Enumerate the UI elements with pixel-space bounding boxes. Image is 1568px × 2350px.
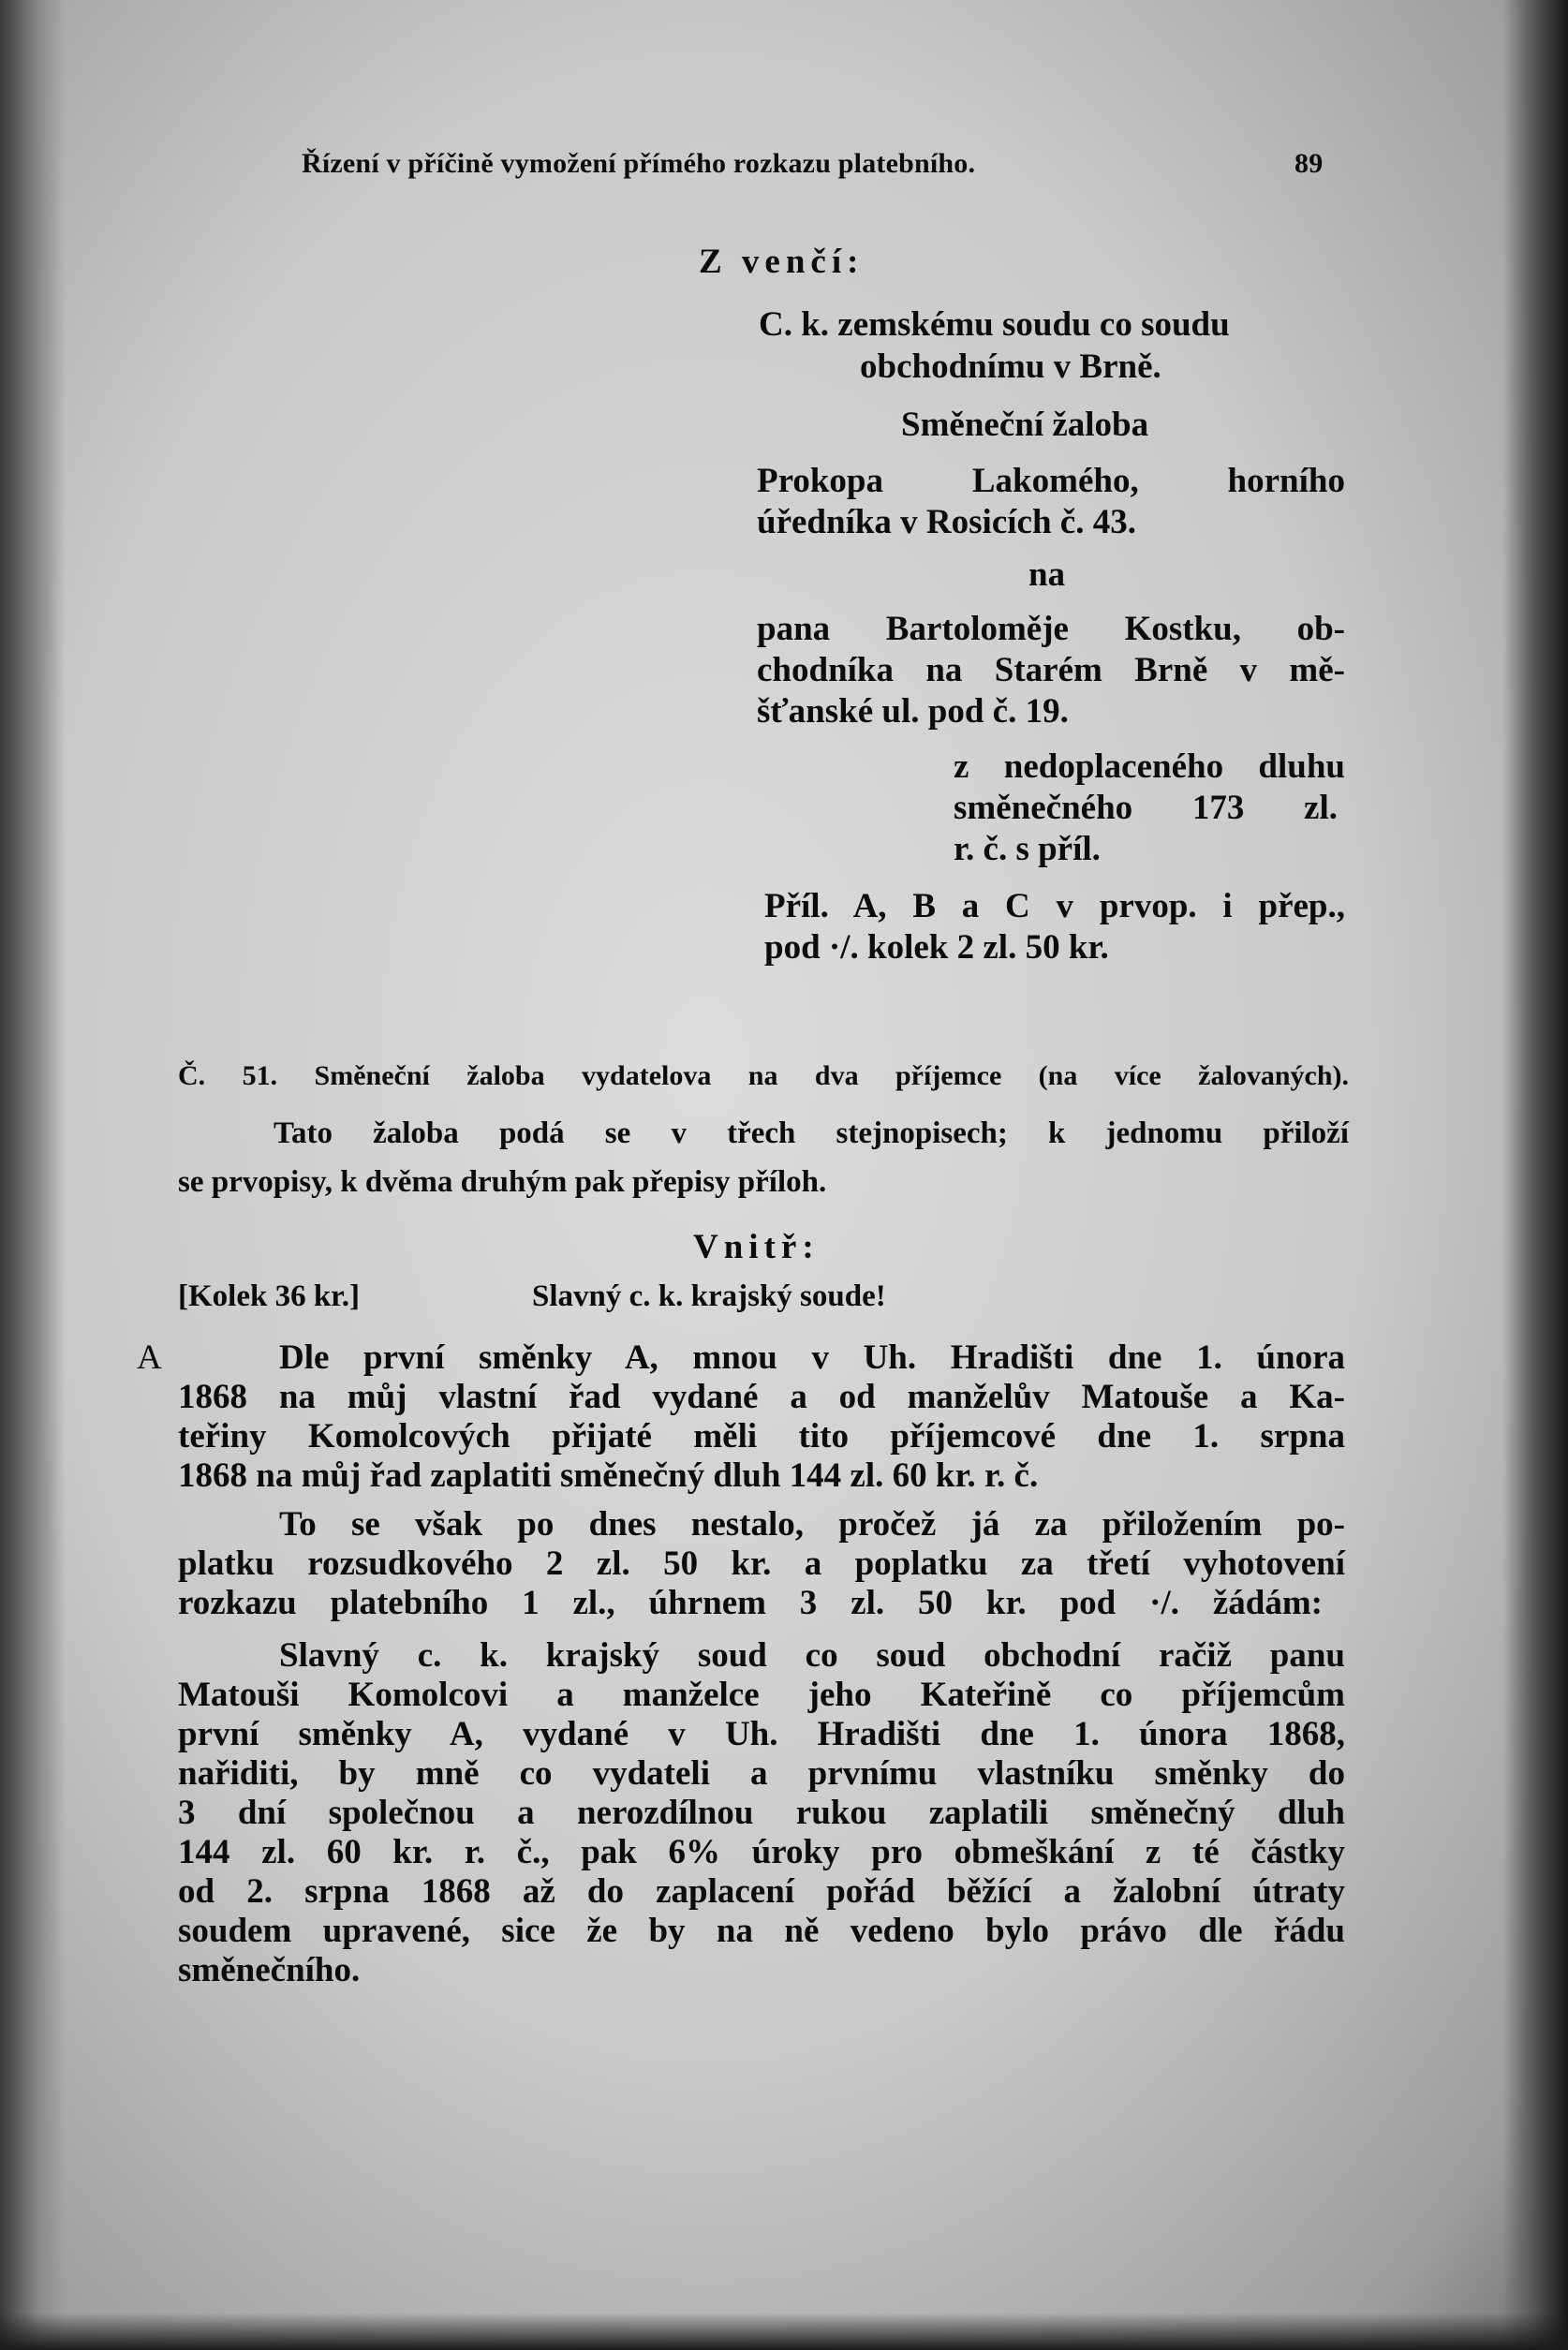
right-scan-shadow bbox=[1502, 0, 1568, 2350]
text-line: první směnky A, vydané v Uh. Hradišti dne 1. února 1868, bbox=[178, 1715, 1345, 1753]
against-word: na bbox=[1028, 555, 1066, 594]
plaintiff-line-1: Prokopa Lakomého, horního bbox=[757, 462, 1345, 500]
section-title: Č. 51. Směneční žaloba vydatelova na dva příjemce (na více žalovaných). bbox=[178, 1060, 1349, 1091]
stamp-note: [Kolek 36 kr.] bbox=[178, 1279, 361, 1313]
text-line: rozkazu platebního 1 zl., úhrnem 3 zl. 50 kr. pod ·/. žádám: bbox=[178, 1584, 1323, 1622]
bottom-scan-shadow bbox=[0, 2313, 1568, 2350]
text-line: teřiny Komolcových přijaté měli tito příjemcové dne 1. srpna bbox=[178, 1417, 1345, 1456]
intro-line-2: se prvopisy, k dvěma druhým pak přepisy příloh. bbox=[178, 1165, 827, 1199]
claim-line-3: r. č. s příl. bbox=[954, 830, 1101, 868]
text-line: 144 zl. 60 kr. r. č., pak 6% úroky pro obmeškání z té částky bbox=[178, 1833, 1345, 1871]
defendant-line-3: šťanské ul. pod č. 19. bbox=[757, 692, 1069, 731]
attachments-line-1: Příl. A, B a C v prvop. i přep., bbox=[764, 887, 1345, 925]
text-line: To se však po dnes nestalo, pročež já za přiložením po- bbox=[279, 1505, 1345, 1544]
plaintiff-line-2: úředníka v Rosicích č. 43. bbox=[757, 503, 1136, 541]
inside-heading: Vnitř: bbox=[693, 1228, 820, 1266]
defendant-line-2: chodníka na Starém Brně v mě- bbox=[757, 651, 1345, 689]
document-title: Směneční žaloba bbox=[901, 406, 1149, 444]
text-line: platku rozsudkového 2 zl. 50 kr. a poplatku za třetí vyhotovení bbox=[178, 1544, 1345, 1583]
address-line-1: C. k. zemskému soudu co soudu bbox=[759, 305, 1230, 344]
salutation: Slavný c. k. krajský soude! bbox=[532, 1279, 886, 1313]
intro-line-1: Tato žaloba podá se v třech stejnopisech; k jednomu přiloží bbox=[274, 1116, 1349, 1150]
page-number: 89 bbox=[1294, 148, 1324, 179]
text-line: Matouši Komolcovi a manželce jeho Kateřině co příjemcům bbox=[178, 1676, 1345, 1714]
margin-mark: A bbox=[137, 1338, 162, 1377]
text-line: Dle první směnky A, mnou v Uh. Hradišti dne 1. února bbox=[279, 1338, 1345, 1377]
attachments-line-2: pod ·/. kolek 2 zl. 50 kr. bbox=[764, 928, 1109, 967]
text-line: 3 dní společnou a nerozdílnou rukou zaplatili směnečný dluh bbox=[178, 1794, 1345, 1832]
claim-line-1: z nedoplaceného dluhu bbox=[954, 747, 1345, 786]
text-line: Slavný c. k. krajský soud co soud obchodní račiž panu bbox=[279, 1636, 1345, 1675]
text-line: 1868 na můj vlastní řad vydané a od manželův Matouše a Ka- bbox=[178, 1378, 1345, 1416]
running-title: Řízení v příčině vymožení přímého rozkazu platebního. bbox=[302, 148, 976, 179]
claim-line-2: směnečného 173 zl. bbox=[954, 789, 1338, 827]
address-line-2: obchodnímu v Brně. bbox=[860, 347, 1161, 386]
text-line: nařiditi, by mně co vydateli a prvnímu vlastníku směnky do bbox=[178, 1754, 1345, 1793]
text-line: 1868 na můj řad zaplatiti směnečný dluh 144 zl. 60 kr. r. č. bbox=[178, 1456, 1039, 1495]
outside-heading: Z venčí: bbox=[699, 243, 865, 281]
text-line: směnečního. bbox=[178, 1951, 361, 1989]
left-scan-shadow bbox=[0, 0, 66, 2350]
text-line: od 2. srpna 1868 až do zaplacení pořád běžící a žalobní útraty bbox=[178, 1872, 1345, 1911]
defendant-line-1: pana Bartoloměje Kostku, ob- bbox=[757, 610, 1345, 648]
text-line: soudem upravené, sice že by na ně vedeno bylo právo dle řádu bbox=[178, 1912, 1345, 1950]
